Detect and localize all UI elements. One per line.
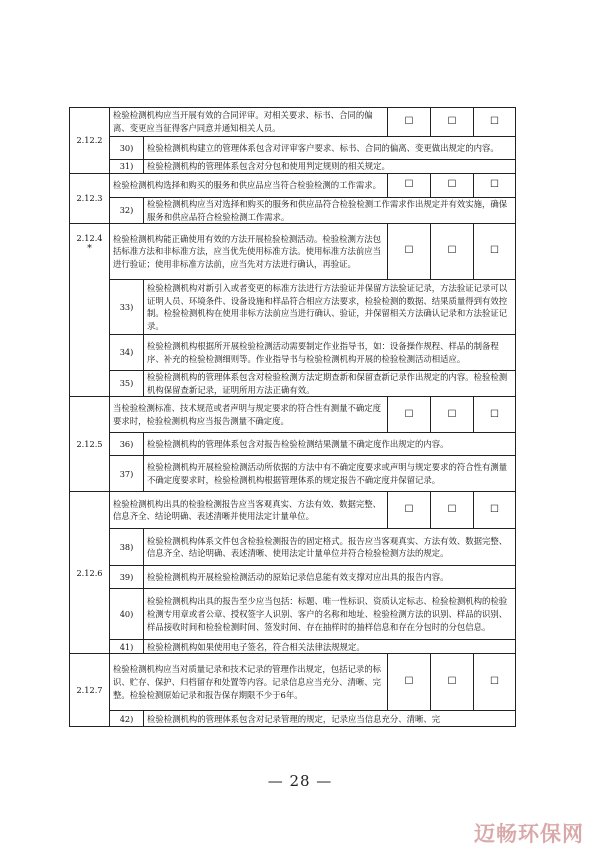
clause-text: 检验检测机构出具的检验检测报告应当客观真实、方法有效、数据完整、信息齐全、结论明确、表述清晰并使用法定计量单位。 — [110, 492, 388, 529]
item-row — [70, 198, 516, 224]
assessment-checkbox[interactable]: ☐ — [474, 654, 516, 711]
clause-code-cell — [70, 654, 110, 727]
assessment-checkbox[interactable]: ☐ — [388, 654, 431, 711]
assessment-checkbox[interactable]: ☐ — [431, 174, 474, 198]
clause-text: 检验检测机构应当对质量记录和技术记录的管理作出规定，包括记录的标识、贮存、保护、归档留存和处置等内容。记录信息应当充分、清晰、完整。检验检测原始记录和报告保存期限不少于6年。 — [110, 654, 388, 711]
item-text: 检验检测机构的管理体系包含对记录管理的规定，记录应当信息充分、清晰、完 — [144, 711, 516, 727]
item-number: 40) — [110, 589, 144, 640]
clause-code: 2.12.6 — [76, 567, 103, 578]
item-text: 检验检测机构的管理体系包含对报告检验检测结果测量不确定度作出规定的内容。 — [144, 433, 516, 456]
assessment-checkbox[interactable]: ☐ — [388, 108, 431, 137]
item-text: 检验检测机构的管理体系包含对分包和使用判定规则的相关规定。 — [144, 160, 516, 174]
item-number: 37) — [110, 456, 144, 492]
item-text: 检验检测机构建立的管理体系包含对评审客户要求、标书、合同的偏离、变更做出规定的内容。 — [144, 137, 516, 160]
item-text: 检验检测机构体系文件包含检验检测报告的固定格式。报告应当客观真实、方法有效、数据完整、信息齐全、结论明确、表述清晰、使用法定计量单位并符合检验检测方法的规定。 — [144, 529, 516, 566]
key-clause-mark: * — [87, 243, 92, 254]
item-row — [70, 335, 516, 371]
clause-code-cell — [70, 397, 110, 492]
clause-code-cell — [70, 224, 110, 397]
clause-code: 2.12.3 — [76, 193, 103, 204]
clause-code-cell — [70, 174, 110, 224]
clause-code: 2.12.7 — [76, 685, 103, 696]
item-text: 检验检测机构开展检验检测活动所依据的方法中有不确定度要求或声明与规定要求的符合性有测量不确定度要求时，检验检测机构根据管理体系的规定报告不确定度并保留记录。 — [144, 456, 516, 492]
item-number: 39) — [110, 566, 144, 589]
site-watermark: 迈畅环保网 — [474, 822, 584, 846]
clause-row — [70, 224, 516, 280]
clause-code: 2.12.2 — [76, 135, 103, 146]
item-number: 38) — [110, 529, 144, 566]
assessment-checkbox[interactable]: ☐ — [431, 492, 474, 529]
assessment-checkbox[interactable]: ☐ — [474, 492, 516, 529]
assessment-checkbox[interactable]: ☐ — [431, 108, 474, 137]
item-number: 42) — [110, 711, 144, 727]
item-number: 35) — [110, 371, 144, 397]
inspection-checklist-table — [69, 107, 516, 727]
item-number: 33) — [110, 280, 144, 335]
item-number: 31) — [110, 160, 144, 174]
assessment-checkbox[interactable]: ☐ — [388, 492, 431, 529]
item-row — [70, 433, 516, 456]
item-row — [70, 137, 516, 160]
clause-row — [70, 108, 516, 137]
assessment-checkbox[interactable]: ☐ — [474, 224, 516, 280]
clause-text: 检验检测机构能正确使用有效的方法开展检验检测活动。检验检测方法包括标准方法和非标准方法，应当优先使用标准方法。使用标准方法前应当进行验证；使用非标准方法前，应当先对方法进行确认，再验证。 — [110, 224, 388, 280]
clause-text: 当检验检测标准、技术规范或者声明与规定要求的符合性有测量不确定度要求时，检验检测机构应当报告测量不确定度。 — [110, 397, 388, 433]
item-text: 检验检测机构对新引入或者变更的标准方法进行方法验证并保留方法验证记录，方法验证记录可以证明人员、环境条件、设备设施和样品符合相应方法要求，检验检测的数据、结果质量得到有效控制。检验检测机构在使用非标方法前应当进行确认、验证，并保留相关方法确认记录和方法验证记录。 — [144, 280, 516, 335]
clause-code: 2.12.5 — [76, 439, 103, 450]
clause-code-cell — [70, 492, 110, 654]
clause-row — [70, 492, 516, 529]
item-row — [70, 529, 516, 566]
clause-text: 检验检测机构选择和购买的服务和供应品应当符合检验检测的工作需求。 — [110, 174, 388, 198]
item-text: 检验检测机构应当对选择和购买的服务和供应品符合检验检测工作需求作出规定并有效实施，确保服务和供应品符合检验检测工作需求。 — [144, 198, 516, 224]
item-row — [70, 456, 516, 492]
item-row — [70, 371, 516, 397]
item-number: 36) — [110, 433, 144, 456]
clause-row — [70, 174, 516, 198]
assessment-checkbox[interactable]: ☐ — [474, 397, 516, 433]
assessment-checkbox[interactable]: ☐ — [431, 224, 474, 280]
clause-row — [70, 397, 516, 433]
page-number: — 28 — — [267, 772, 333, 790]
clause-row — [70, 654, 516, 711]
item-text: 检验检测机构出具的报告至少应当包括：标题、唯一性标识、资质认定标志、检验检测机构的检验检测专用章或者公章、授权签字人识别、客户的名称和地址、检验检测方法的识别、样品的识别、样品接收时间和检验检测时间、签发时间、存在抽样时的抽样信息和存在分包时的分包信息。 — [144, 589, 516, 640]
item-row — [70, 160, 516, 174]
item-row — [70, 566, 516, 589]
clause-code-cell — [70, 108, 110, 174]
assessment-checkbox[interactable]: ☐ — [388, 397, 431, 433]
assessment-checkbox[interactable]: ☐ — [431, 654, 474, 711]
item-number: 34) — [110, 335, 144, 371]
item-number: 41) — [110, 640, 144, 654]
item-row — [70, 280, 516, 335]
clause-text: 检验检测机构应当开展有效的合同评审。对相关要求、标书、合同的偏离、变更应当征得客户同意并通知相关人员。 — [110, 108, 388, 137]
assessment-checkbox[interactable]: ☐ — [474, 108, 516, 137]
item-text: 检验检测机构根据所开展检验检测活动需要制定作业指导书，如：设备操作规程、样品的制备程序、补充的检验检测细则等。作业指导书与检验检测机构开展的检验检测活动相适应。 — [144, 335, 516, 371]
clause-code: 2.12.4 — [76, 233, 103, 244]
item-text: 检验检测机构的管理体系包含对检验检测方法定期查新和保留查新记录作出规定的内容。检验检测机构保留查新记录，证明所用方法正确有效。 — [144, 371, 516, 397]
item-row — [70, 640, 516, 654]
item-number: 30) — [110, 137, 144, 160]
assessment-checkbox[interactable]: ☐ — [388, 224, 431, 280]
item-row — [70, 589, 516, 640]
assessment-checkbox[interactable]: ☐ — [388, 174, 431, 198]
assessment-checkbox[interactable]: ☐ — [431, 397, 474, 433]
item-number: 32) — [110, 198, 144, 224]
item-text: 检验检测机构如果使用电子签名，符合相关法律法规规定。 — [144, 640, 516, 654]
item-text: 检验检测机构开展检验检测活动的原始记录信息能有效支撑对应出具的报告内容。 — [144, 566, 516, 589]
item-row — [70, 711, 516, 727]
assessment-checkbox[interactable]: ☐ — [474, 174, 516, 198]
